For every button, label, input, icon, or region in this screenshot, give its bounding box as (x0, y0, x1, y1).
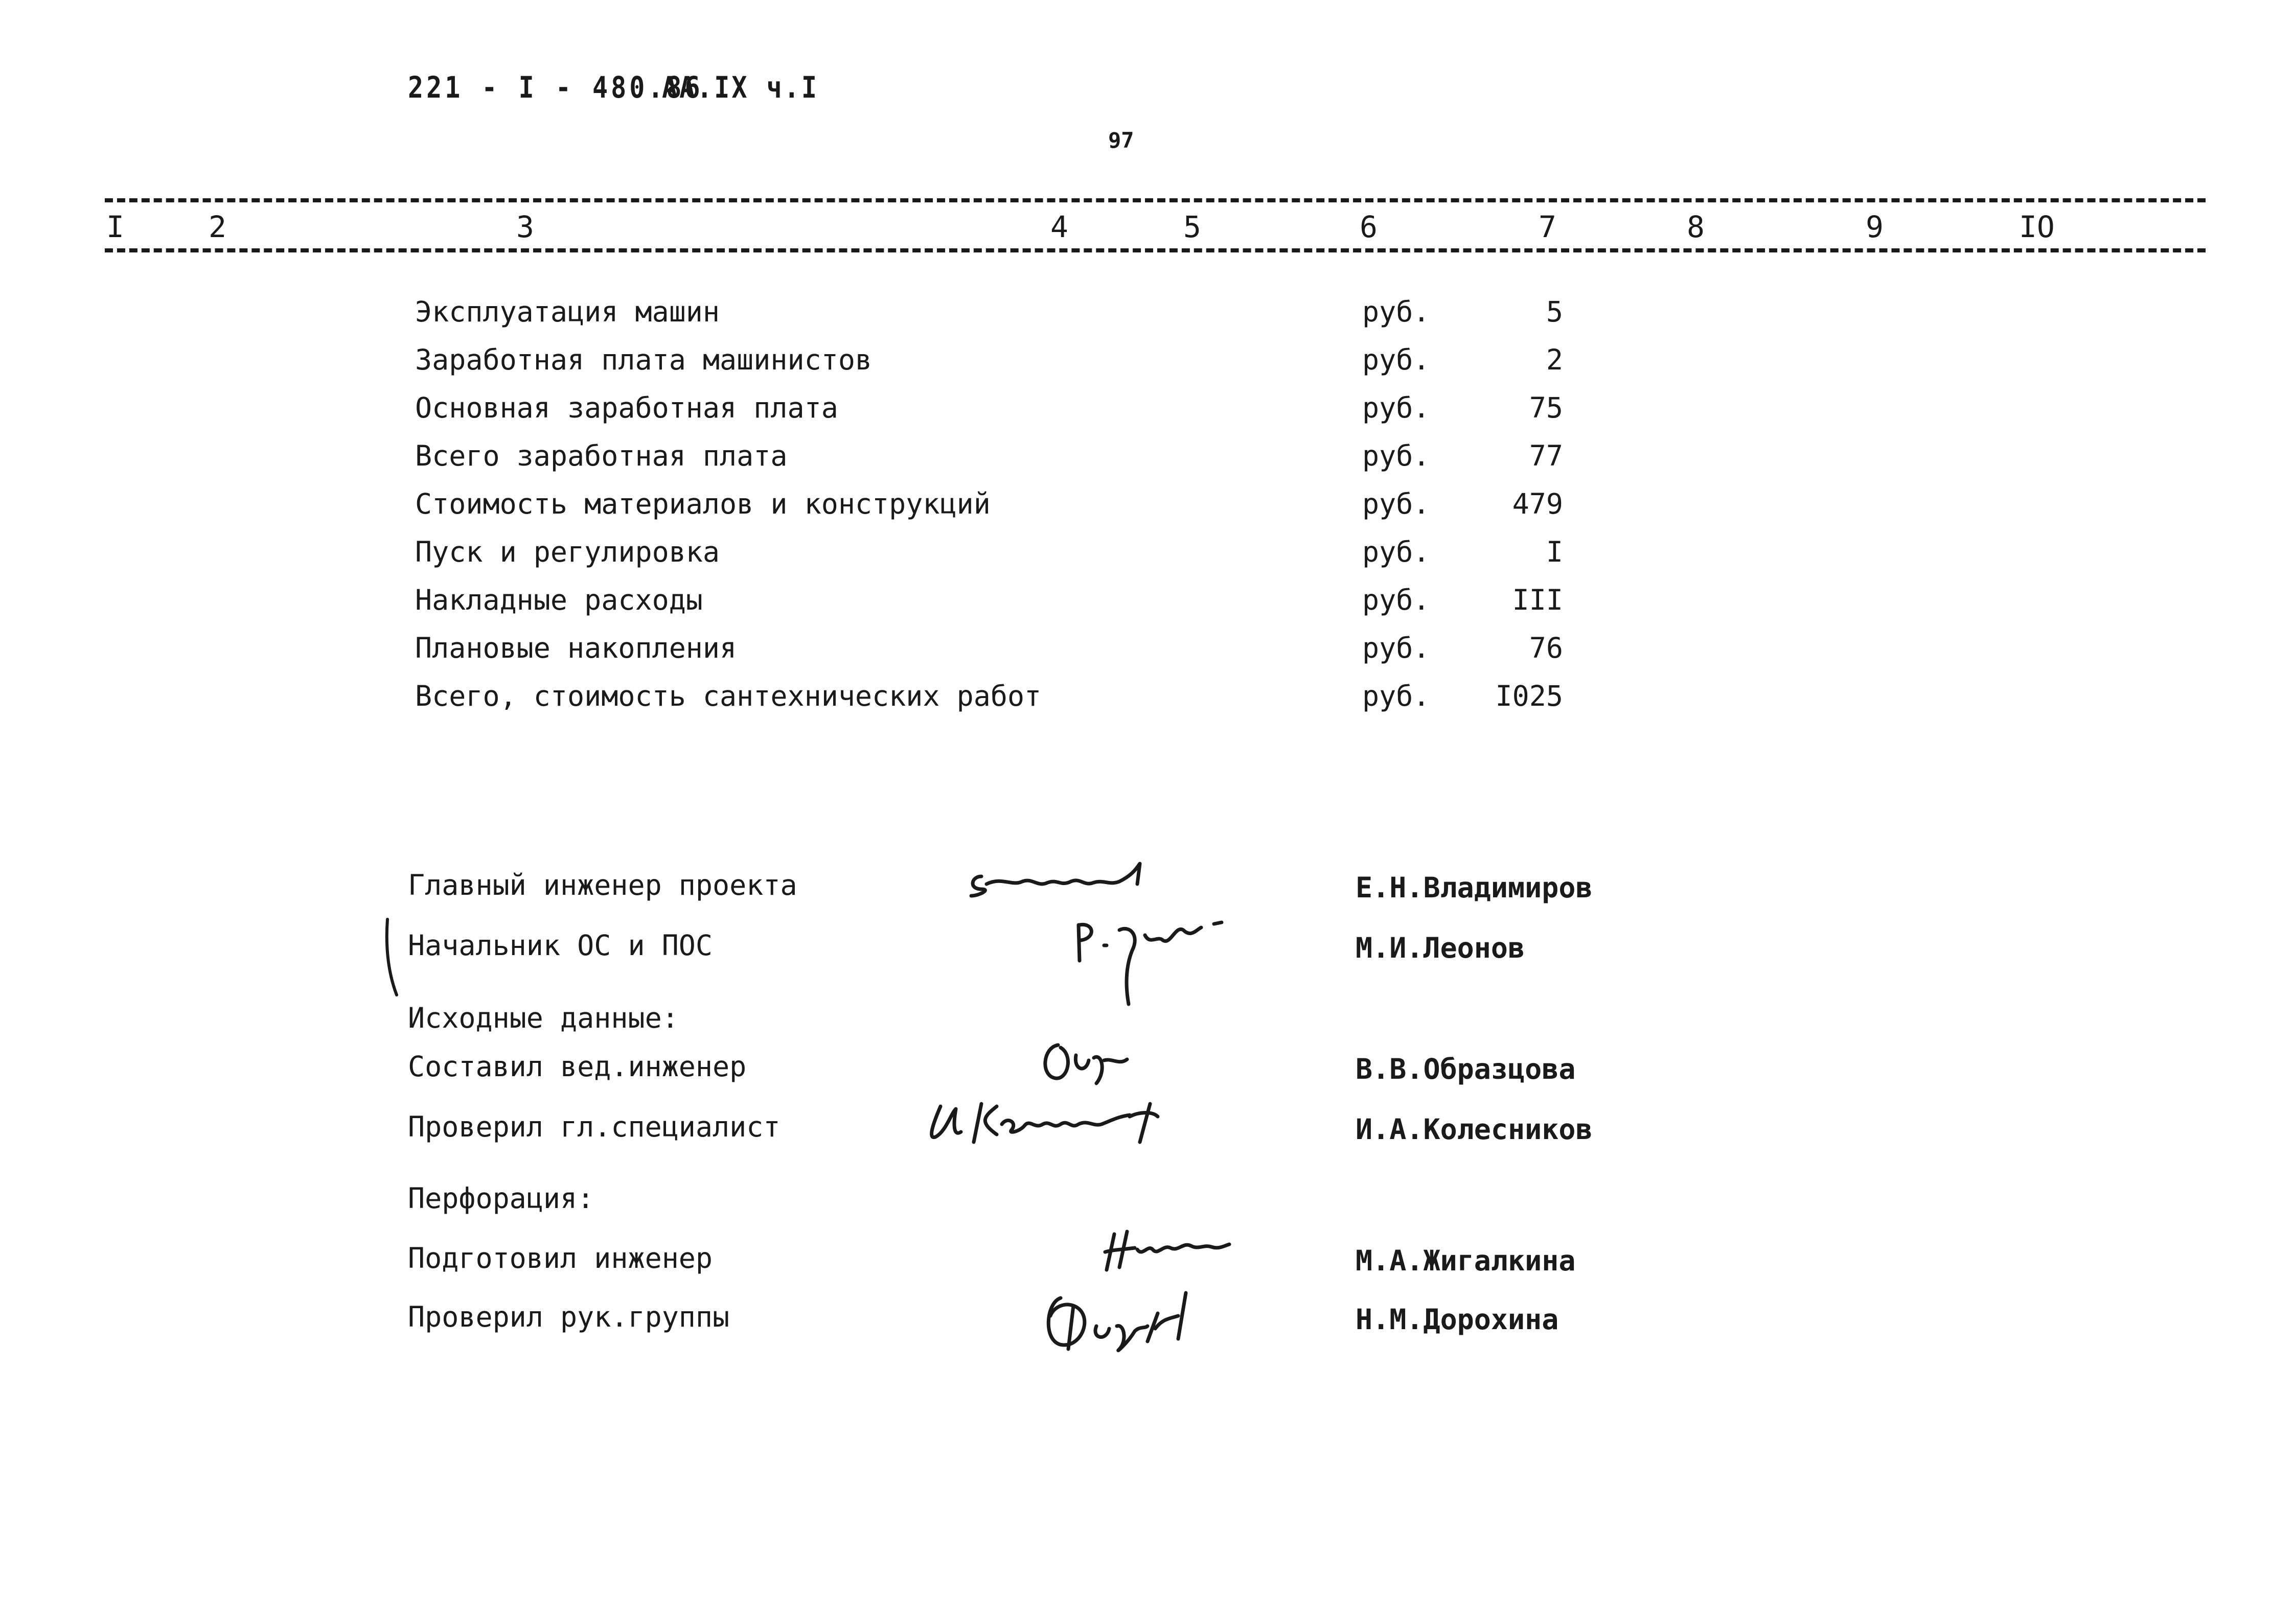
cost-label: Накладные расходы (415, 584, 703, 616)
column-number-7: 7 (1539, 210, 1556, 244)
signature-zhigalkina (1099, 1226, 1232, 1278)
signatory-name: Е.Н.Владимиров (1356, 871, 1593, 904)
section-heading-perforation: Перфорация: (408, 1182, 594, 1215)
cost-value: 5 (1546, 295, 1563, 328)
signature-kolesnikov (925, 1094, 1160, 1150)
signatory-name: М.А.Жигалкина (1356, 1244, 1576, 1277)
signatory-role: Составил вед.инженер (408, 1050, 747, 1083)
cost-label: Заработная плата машинистов (415, 343, 873, 376)
cost-unit: руб. (1362, 584, 1430, 616)
cost-value: 77 (1529, 439, 1563, 472)
cost-label: Эксплуатация машин (415, 295, 720, 328)
cost-label: Плановые накопления (415, 632, 737, 664)
cost-unit: руб. (1362, 536, 1430, 568)
column-number-8: 8 (1687, 210, 1705, 244)
signatory-role: Начальник ОС и ПОС (408, 929, 713, 962)
column-number-1: I (106, 210, 124, 244)
document-code: 221 - I - 480.86 (408, 71, 703, 105)
cost-value: I025 (1495, 680, 1563, 712)
signature-vladimirov (966, 856, 1160, 902)
cost-unit: руб. (1362, 488, 1430, 520)
cost-value: III (1512, 584, 1563, 616)
table-header-bottom-rule (105, 248, 2206, 252)
cost-value: 76 (1529, 632, 1563, 664)
signatory-role: Главный инженер проекта (408, 869, 797, 901)
cost-value: I (1546, 536, 1563, 568)
cost-label: Всего, стоимость сантехнических работ (415, 680, 1042, 712)
album-code: АА.IX ч.I (662, 71, 819, 105)
cost-value: 75 (1529, 391, 1563, 424)
signature-obraztsova (1038, 1035, 1140, 1091)
cost-value: 479 (1512, 488, 1563, 520)
cost-unit: руб. (1362, 632, 1430, 664)
page-number: 97 (1108, 128, 1134, 153)
column-number-9: 9 (1866, 210, 1884, 244)
signatory-role: Проверил рук.группы (408, 1301, 730, 1333)
signatory-role: Подготовил инженер (408, 1242, 713, 1274)
column-number-6: 6 (1360, 210, 1378, 244)
margin-bracket-mark (383, 917, 404, 1001)
cost-unit: руб. (1362, 343, 1430, 376)
cost-label: Основная заработная плата (415, 391, 838, 424)
cost-unit: руб. (1362, 391, 1430, 424)
cost-unit: руб. (1362, 680, 1430, 712)
column-number-10: IO (2019, 210, 2055, 244)
signatory-name: И.А.Колесников (1356, 1113, 1593, 1146)
cost-label: Всего заработная плата (415, 439, 788, 472)
column-number-3: 3 (516, 210, 534, 244)
cost-value: 2 (1546, 343, 1563, 376)
signatory-role: Проверил гл.специалист (408, 1110, 781, 1143)
cost-label: Пуск и регулировка (415, 536, 720, 568)
cost-unit: руб. (1362, 439, 1430, 472)
signature-leonov (1068, 915, 1232, 1012)
signatory-name: В.В.Образцова (1356, 1053, 1576, 1085)
column-number-5: 5 (1183, 210, 1201, 244)
column-number-4: 4 (1050, 210, 1068, 244)
table-header-top-rule (105, 198, 2206, 202)
signatory-name: Н.М.Дорохина (1356, 1303, 1559, 1336)
signatory-name: М.И.Леонов (1356, 932, 1525, 964)
column-number-2: 2 (209, 210, 226, 244)
section-heading-source-data: Исходные данные: (408, 1002, 679, 1034)
cost-label: Стоимость материалов и конструкций (415, 488, 991, 520)
cost-unit: руб. (1362, 295, 1430, 328)
signature-dorokhina (1038, 1278, 1222, 1354)
